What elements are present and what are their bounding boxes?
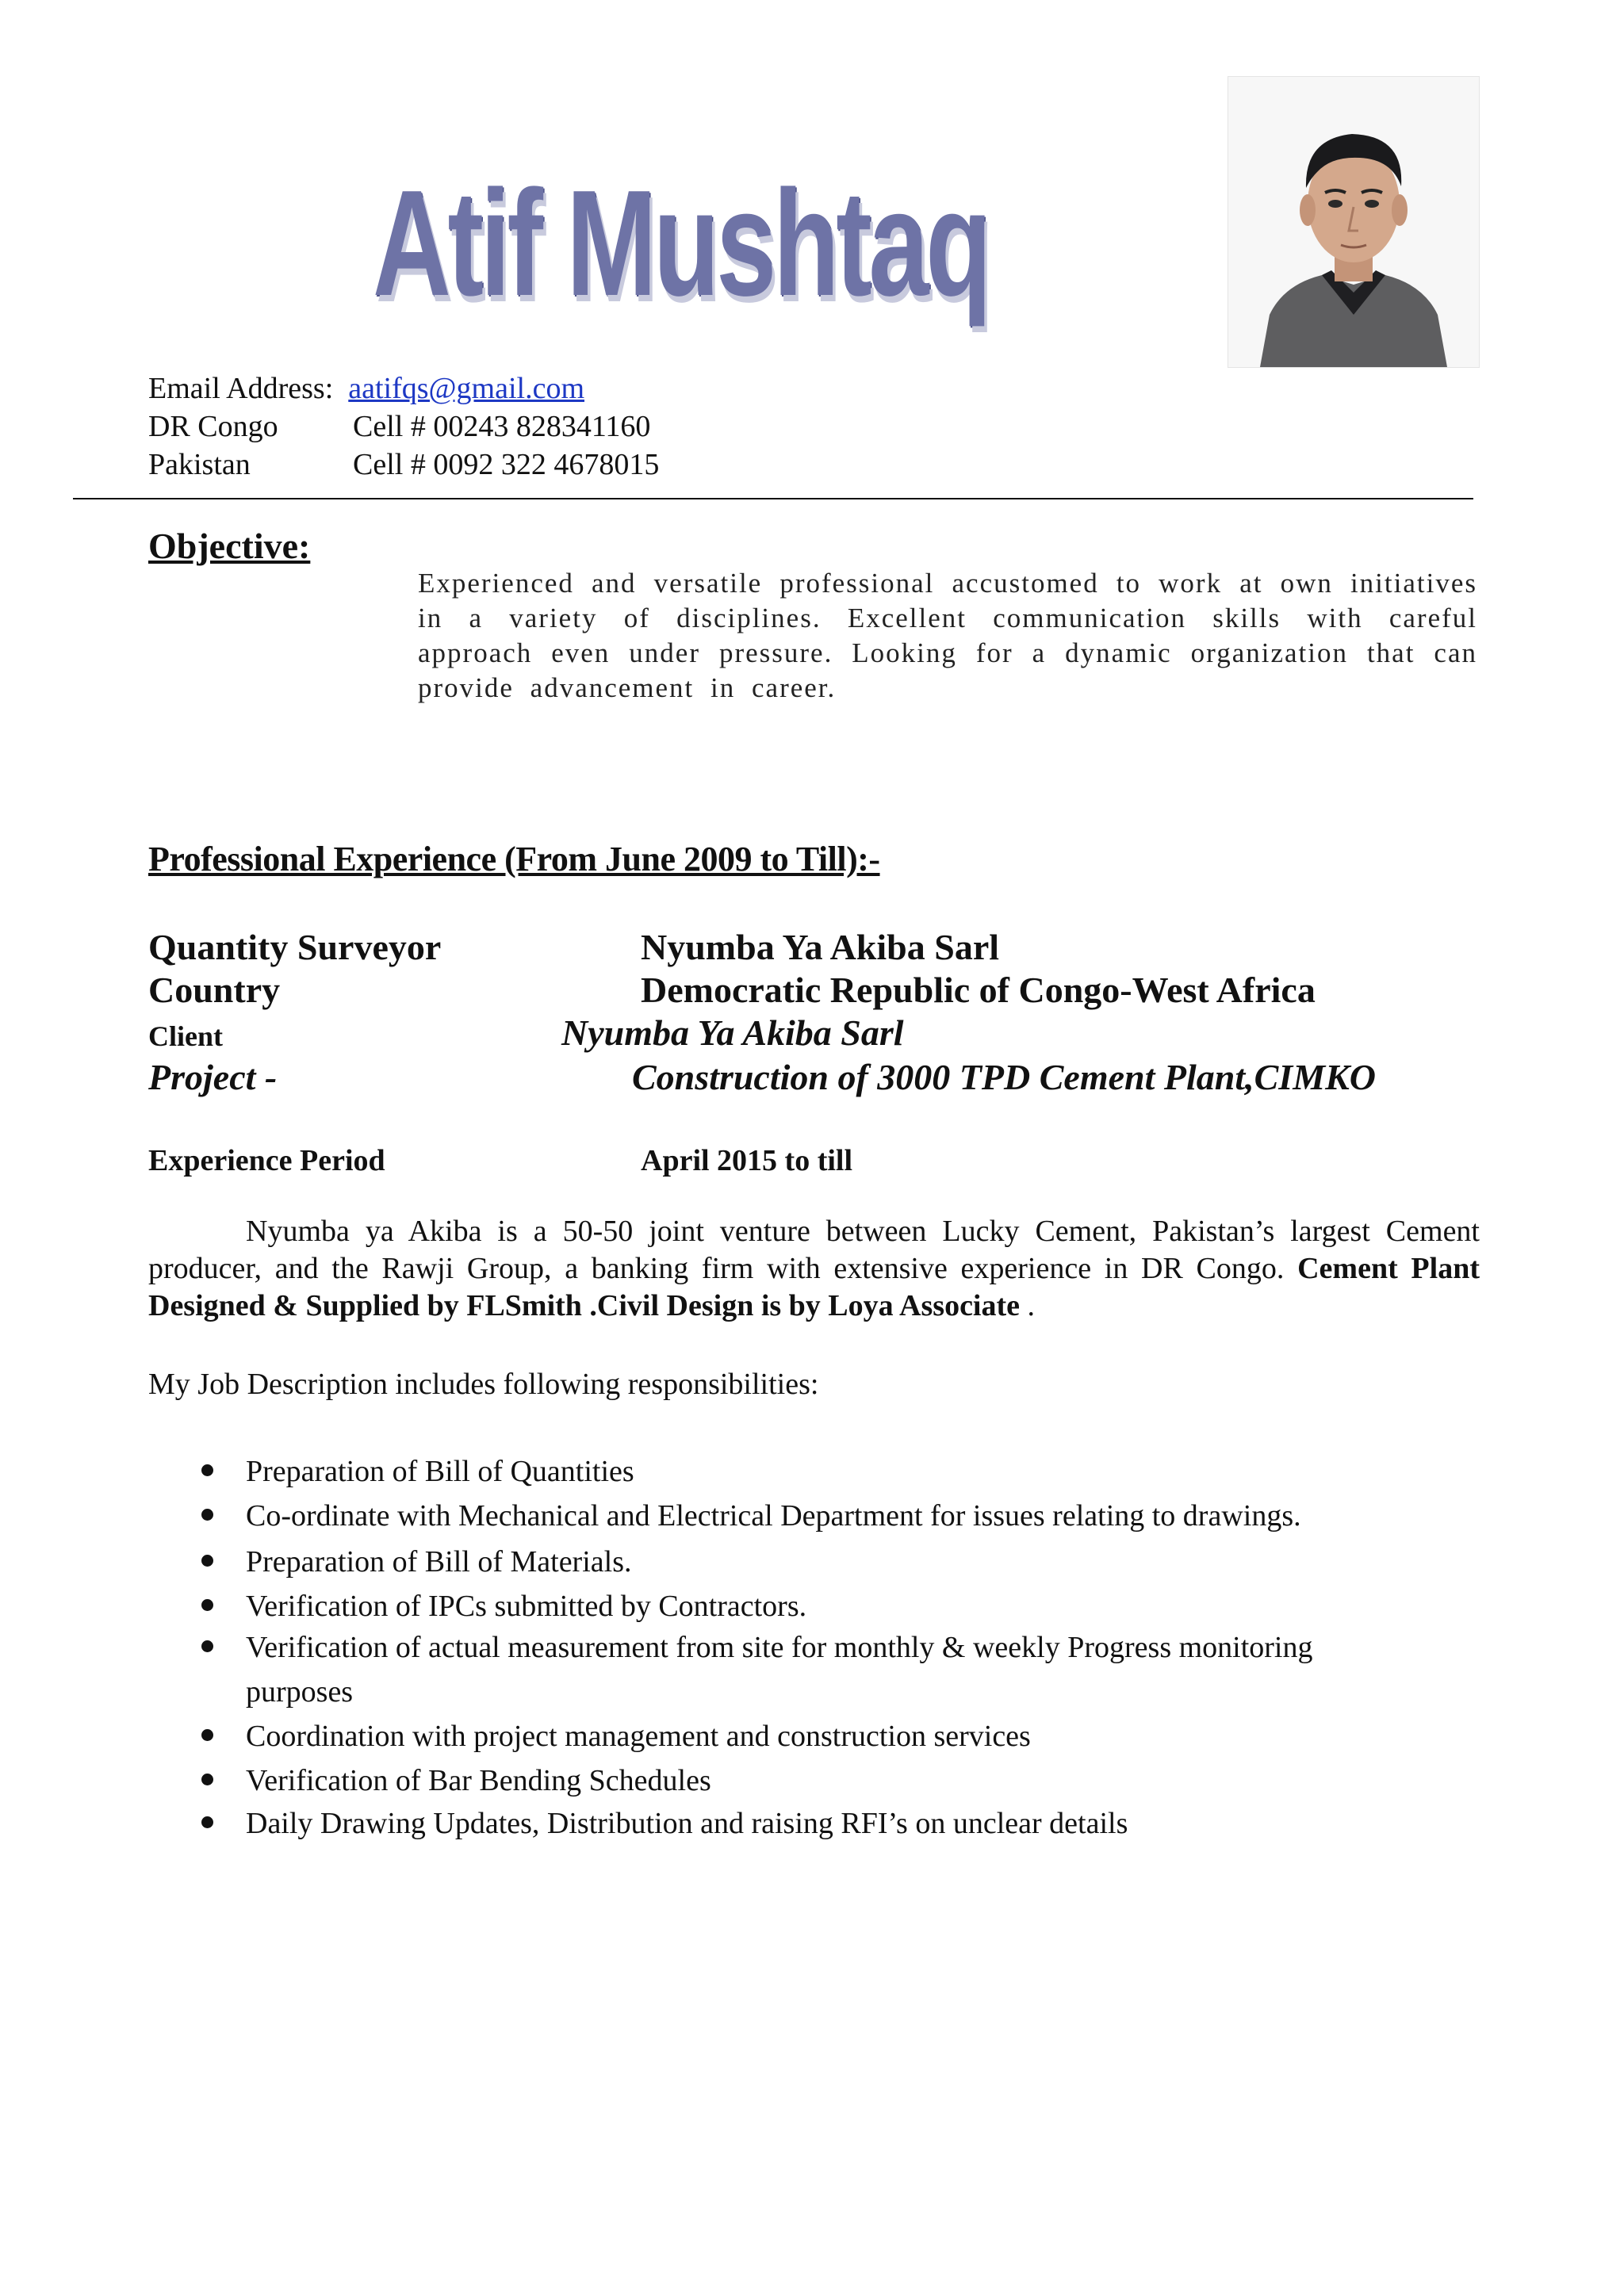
header-divider	[73, 498, 1473, 499]
contact-place: DR Congo	[148, 410, 278, 443]
candidate-name: Atif Mushtaq	[373, 159, 989, 327]
email-label: Email Address:	[148, 372, 334, 405]
responsibility-text: Preparation of Bill of Quantities	[246, 1455, 634, 1488]
period-value: April 2015 to till	[641, 1144, 853, 1177]
bullet-icon	[201, 1599, 213, 1611]
client-label: Client	[148, 1020, 223, 1052]
project-label: Project -	[148, 1057, 278, 1097]
responsibility-text: Coordination with project management and construction services	[246, 1720, 1031, 1753]
objective-text: Experienced and versatile professional accustomed to work at own initiatives in a variety of disciplines. Excellent communication skills with careful approach even under pressure. Looking for a dynamic organization that can provide advancement in career.	[418, 568, 1477, 703]
position-label: Quantity Surveyor	[148, 927, 442, 967]
bullet-icon	[201, 1509, 213, 1521]
responsibility-text: Verification of actual measurement from site for monthly & weekly Progress monitoring purposes	[246, 1631, 1313, 1709]
contact-row-drc	[148, 408, 278, 446]
contact-row-pakistan	[148, 446, 251, 484]
responsibility-text: Co-ordinate with Mechanical and Electrical Department for issues relating to drawings.	[246, 1499, 1301, 1533]
bullet-icon	[201, 1729, 213, 1741]
email-row	[148, 369, 584, 408]
contact-phone-pakistan: Cell # 0092 322 4678015	[353, 448, 660, 481]
bullet-icon	[201, 1464, 213, 1476]
period-label: Experience Period	[148, 1144, 385, 1177]
objective-heading: Objective:	[148, 526, 311, 566]
country-label: Country	[148, 970, 281, 1010]
bullet-icon	[201, 1640, 213, 1652]
description-bold-text: Cement Plant Designed & Supplied by FLSmith .Civil Design is by Loya Associate	[148, 1252, 1480, 1322]
bullet-icon	[201, 1555, 213, 1567]
bullet-icon	[201, 1816, 213, 1828]
contact-place: Pakistan	[148, 448, 251, 481]
company-description	[148, 1213, 1480, 1325]
responsibilities-intro: My Job Description includes following responsibilities:	[148, 1368, 819, 1401]
responsibility-text: Daily Drawing Updates, Distribution and raising RFI’s on unclear details	[246, 1807, 1128, 1840]
responsibility-text: Verification of IPCs submitted by Contractors.	[246, 1590, 807, 1623]
responsibility-text: Verification of Bar Bending Schedules	[246, 1764, 711, 1797]
responsibility-text: Preparation of Bill of Materials.	[246, 1545, 632, 1578]
email-link[interactable]: aatifqs@gmail.com	[348, 372, 585, 405]
experience-heading: Professional Experience (From June 2009 to Till):-	[148, 840, 880, 878]
profile-photo	[1228, 76, 1480, 368]
position-value: Nyumba Ya Akiba Sarl	[641, 927, 1000, 967]
contact-phone-drc: Cell # 00243 828341160	[353, 410, 651, 443]
bullet-icon	[201, 1774, 213, 1785]
project-value: Construction of 3000 TPD Cement Plant,CIMKO	[632, 1057, 1377, 1097]
client-value: Nyumba Ya Akiba Sarl	[561, 1012, 904, 1053]
description-end: .	[1020, 1289, 1036, 1322]
description-text: Nyumba ya Akiba is a 50-50 joint venture between Lucky Cement, Pakistan’s largest Cement producer, and the Rawji Group, a banking firm with extensive experience in DR Congo.	[148, 1215, 1480, 1285]
country-value: Democratic Republic of Congo-West Africa	[641, 970, 1316, 1010]
